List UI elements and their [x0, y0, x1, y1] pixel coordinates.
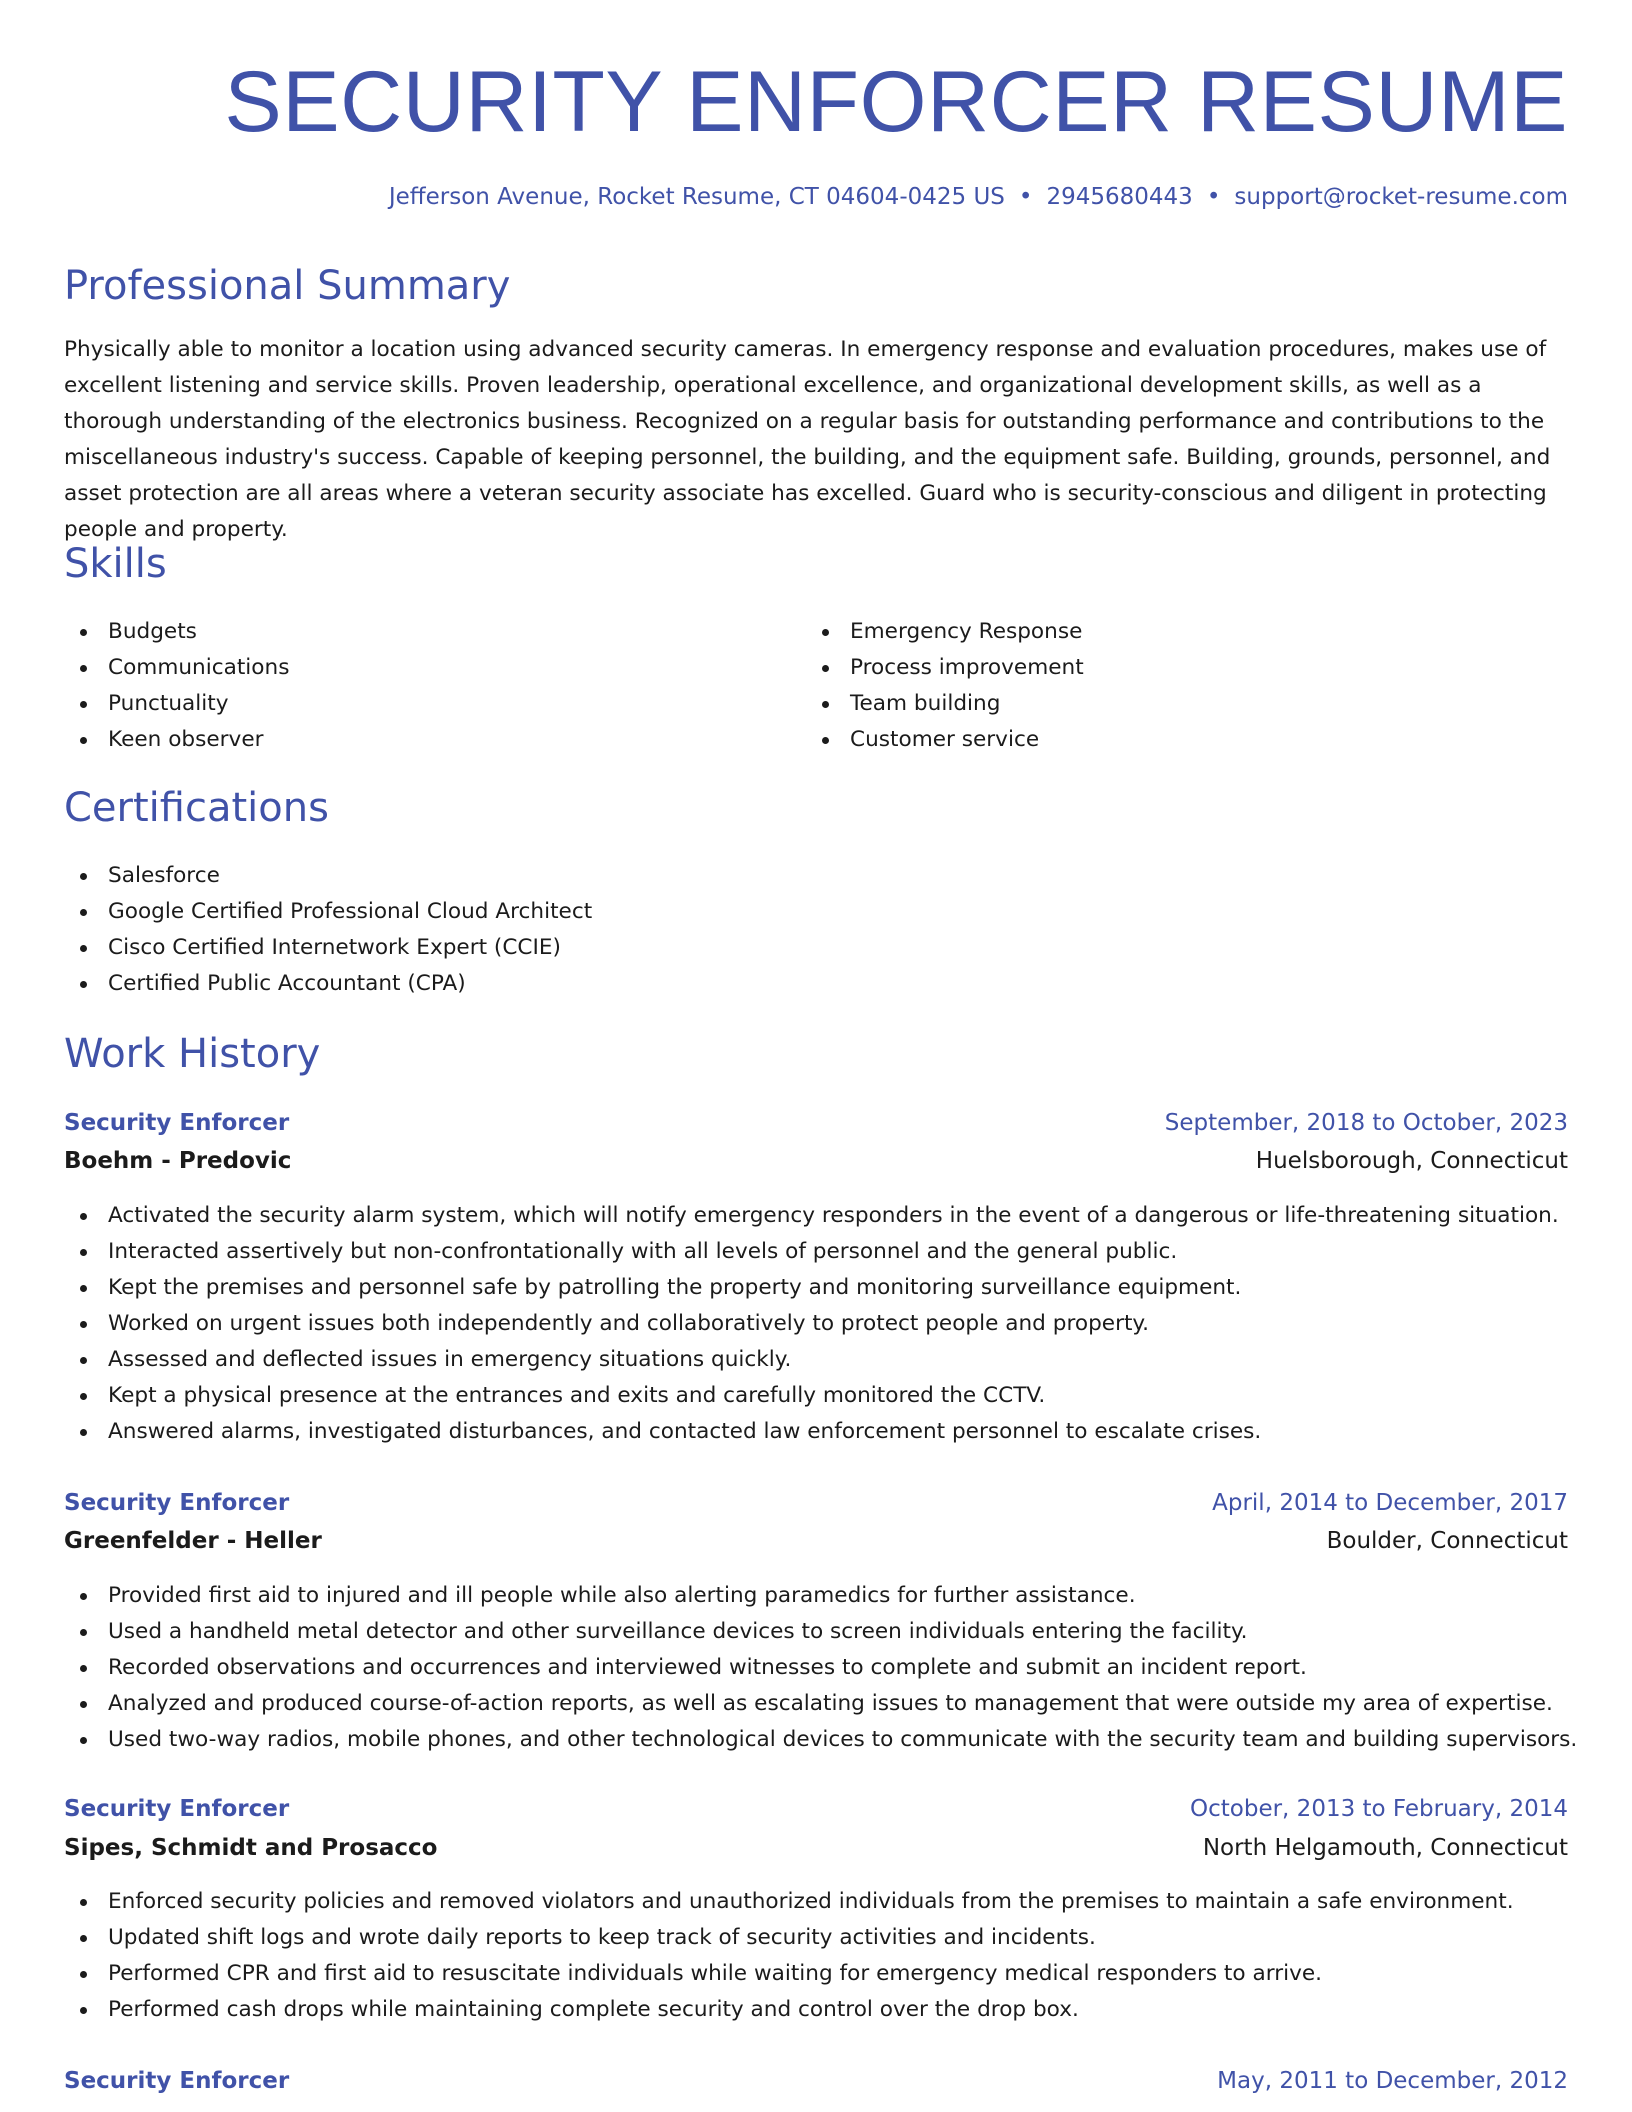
job-company: Boehm - Predovic	[64, 1148, 292, 1174]
skill-item: Keen observer	[64, 722, 289, 758]
bullet-dot	[80, 1249, 87, 1256]
job-dates: April, 2014 to December, 2017	[1212, 1490, 1568, 1516]
job-duties-list	[64, 1198, 1559, 1450]
skill-item: Customer service	[806, 722, 1084, 758]
bullet-dot	[80, 909, 87, 916]
job-duty-item: Enforced security policies and removed violators and unauthorized individuals from the premises to maintain a safe environment.	[64, 1884, 1514, 1920]
job-dates: October, 2013 to February, 2014	[1190, 1796, 1568, 1822]
job-duty-item: Used a handheld metal detector and other surveillance devices to screen individuals entering the facility.	[64, 1614, 1577, 1650]
job-location: Boulder, Connecticut	[1326, 1528, 1568, 1554]
bullet-dot	[80, 1629, 87, 1636]
certification-item: Cisco Certified Internetwork Expert (CCIE)	[64, 930, 592, 966]
certifications-list	[64, 858, 592, 1002]
bullet-dot	[80, 945, 87, 952]
job-duty-item: Assessed and deflected issues in emergency situations quickly.	[64, 1342, 1559, 1378]
bullet-dot	[80, 1665, 87, 1672]
skill-item: Budgets	[64, 614, 289, 650]
contact-address: Jefferson Avenue, Rocket Resume, CT 04604-0425 US	[388, 184, 1005, 210]
skill-item: Team building	[806, 686, 1084, 722]
job-title: Security Enforcer	[64, 1796, 290, 1822]
bullet-dot	[80, 629, 87, 636]
bullet-dot	[822, 629, 829, 636]
job-location: North Helgamouth, Connecticut	[1202, 1835, 1568, 1861]
bullet-dot	[80, 1321, 87, 1328]
bullet-dot	[80, 737, 87, 744]
skill-item: Communications	[64, 650, 289, 686]
job-header	[64, 2062, 1568, 2100]
bullet-dot	[80, 981, 87, 988]
job-company: Sipes, Schmidt and Prosacco	[64, 1835, 438, 1861]
job-duty-item: Used two-way radios, mobile phones, and other technological devices to communicate with the security team and building supervisors.	[64, 1722, 1577, 1758]
skill-item: Punctuality	[64, 686, 289, 722]
job-title: Security Enforcer	[64, 2068, 290, 2094]
bullet-dot	[80, 1701, 87, 1708]
bullet-dot	[80, 1899, 87, 1906]
bullet-dot	[80, 1429, 87, 1436]
bullet-dot	[80, 2007, 87, 2014]
job-dates: September, 2018 to October, 2023	[1164, 1110, 1568, 1136]
bullet-dot	[80, 1213, 87, 1220]
job-duties-list	[64, 1884, 1514, 2028]
certifications-heading: Certifications	[64, 785, 329, 831]
contact-separator: •	[1018, 184, 1033, 210]
job-duty-item: Worked on urgent issues both independently and collaboratively to protect people and property.	[64, 1306, 1559, 1342]
job-company-row	[64, 1142, 1568, 1180]
contact-phone[interactable]: 2945680443	[1046, 184, 1193, 210]
job-header	[64, 1104, 1568, 1142]
skill-item: Process improvement	[806, 650, 1084, 686]
bullet-dot	[80, 1285, 87, 1292]
job-title: Security Enforcer	[64, 1110, 290, 1136]
job-duty-item: Updated shift logs and wrote daily reports to keep track of security activities and incidents.	[64, 1920, 1514, 1956]
bullet-dot	[80, 1935, 87, 1942]
job-duty-item: Kept a physical presence at the entrances and exits and carefully monitored the CCTV.	[64, 1378, 1559, 1414]
skills-list-left	[64, 614, 289, 758]
job-duty-item: Interacted assertively but non-confrontationally with all levels of personnel and the general public.	[64, 1234, 1559, 1270]
job-duty-item: Performed CPR and first aid to resuscitate individuals while waiting for emergency medical responders to arrive.	[64, 1956, 1514, 1992]
bullet-dot	[80, 1593, 87, 1600]
bullet-dot	[822, 701, 829, 708]
job-duty-item: Analyzed and produced course-of-action reports, as well as escalating issues to management that were outside my area of expertise.	[64, 1686, 1577, 1722]
job-title: Security Enforcer	[64, 1490, 290, 1516]
bullet-dot	[80, 665, 87, 672]
resume-page	[64, 0, 1578, 2094]
job-location: Huelsborough, Connecticut	[1255, 1148, 1568, 1174]
contact-line	[64, 182, 1568, 212]
job-header	[64, 1790, 1568, 1828]
job-duty-item: Kept the premises and personnel safe by patrolling the property and monitoring surveillance equipment.	[64, 1270, 1559, 1306]
skills-list-right	[806, 614, 1084, 758]
certification-item: Salesforce	[64, 858, 592, 894]
job-header	[64, 1484, 1568, 1522]
job-company-row	[64, 1829, 1568, 1867]
bullet-dot	[80, 1737, 87, 1744]
job-dates: May, 2011 to December, 2012	[1217, 2068, 1568, 2094]
bullet-dot	[80, 701, 87, 708]
bullet-dot	[80, 1357, 87, 1364]
summary-heading: Professional Summary	[64, 263, 511, 309]
job-duty-item: Activated the security alarm system, which will notify emergency responders in the event of a dangerous or life-threatening situation.	[64, 1198, 1559, 1234]
job-duties-list	[64, 1578, 1577, 1758]
job-duty-item: Answered alarms, investigated disturbances, and contacted law enforcement personnel to escalate crises.	[64, 1414, 1559, 1450]
contact-email[interactable]: support@rocket-resume.com	[1234, 184, 1568, 210]
certification-item: Certified Public Accountant (CPA)	[64, 966, 592, 1002]
bullet-dot	[80, 1393, 87, 1400]
contact-separator: •	[1206, 184, 1221, 210]
bullet-dot	[80, 1971, 87, 1978]
job-duty-item: Recorded observations and occurrences and interviewed witnesses to complete and submit an incident report.	[64, 1650, 1577, 1686]
job-company: Greenfelder - Heller	[64, 1528, 322, 1554]
skills-heading: Skills	[64, 541, 167, 587]
bullet-dot	[822, 737, 829, 744]
bullet-dot	[80, 873, 87, 880]
bullet-dot	[822, 665, 829, 672]
certification-item: Google Certified Professional Cloud Architect	[64, 894, 592, 930]
job-duty-item: Provided first aid to injured and ill people while also alerting paramedics for further assistance.	[64, 1578, 1577, 1614]
work-history-heading: Work History	[64, 1031, 321, 1077]
job-duty-item: Performed cash drops while maintaining complete security and control over the drop box.	[64, 1992, 1514, 2028]
resume-title: SECURITY ENFORCER RESUME	[224, 54, 1568, 150]
skill-item: Emergency Response	[806, 614, 1084, 650]
summary-text: Physically able to monitor a location using advanced security cameras. In emergency response and evaluation procedures, makes use of excellent listening and service skills. Proven leadership, operational excellence, and organizational development skills, as well as a thorough understanding of the electronics business. Recognized on a regular basis for outstanding performance and contributions to the miscellaneous industry's success. Capable of keeping personnel, the building, and the equipment safe. Building, grounds, personnel, and asset protection are all areas where a veteran security associate has excelled. Guard who is security-conscious and diligent in protecting people and property.	[64, 337, 1551, 542]
job-company-row	[64, 1522, 1568, 1560]
